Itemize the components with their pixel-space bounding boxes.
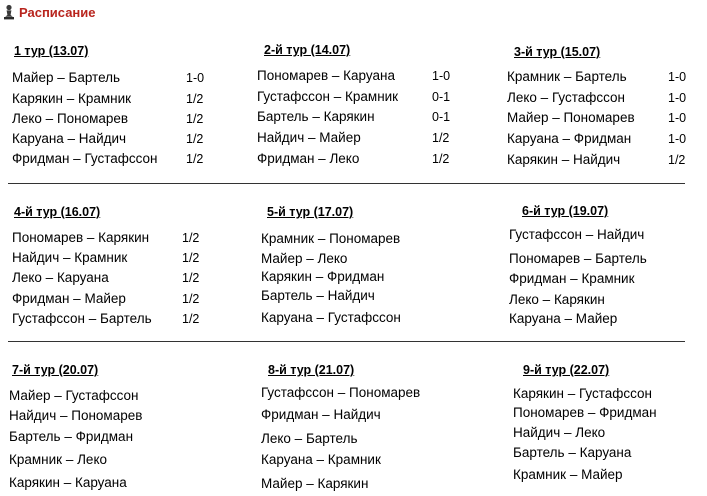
game-pairing: Густафссон – Найдич: [509, 227, 645, 242]
page-title: Расписание: [19, 4, 96, 20]
round-title: 5-й тур (17.07): [267, 205, 354, 219]
game-result: 1-0: [668, 70, 687, 84]
round-title: 6-й тур (19.07): [522, 204, 609, 218]
game-pairing: Пономарев – Фридман: [513, 405, 657, 420]
game-pairing: Каруана – Крамник: [261, 452, 381, 467]
game-pairing: Карякин – Крамник: [12, 91, 132, 106]
game-pairing: Бартель – Каруана: [513, 445, 632, 460]
section-divider: [8, 341, 685, 342]
game-result: 1-0: [432, 69, 451, 83]
game-result: 1/2: [182, 231, 200, 245]
game-pairing: Бартель – Карякин: [257, 109, 375, 124]
game-pairing: Бартель – Найдич: [261, 288, 375, 303]
game-result: 1/2: [182, 292, 200, 306]
game-pairing: Каруана – Густафссон: [261, 310, 401, 325]
game-pairing: Густафссон – Крамник: [257, 89, 399, 104]
game-pairing: Фридман – Леко: [257, 151, 360, 166]
game-pairing: Крамник – Пономарев: [261, 231, 401, 246]
game-pairing: Найдич – Майер: [257, 130, 361, 145]
game-pairing: Густафссон – Бартель: [12, 311, 152, 326]
game-result: 1/2: [186, 132, 204, 146]
game-pairing: Крамник – Майер: [513, 467, 623, 482]
game-pairing: Карякин – Густафссон: [513, 386, 652, 401]
game-result: 1-0: [668, 91, 687, 105]
round-title: 9-й тур (22.07): [523, 363, 610, 377]
game-pairing: Леко – Карякин: [509, 292, 605, 307]
round-title: 1 тур (13.07): [14, 44, 89, 58]
game-pairing: Каруана – Найдич: [12, 131, 127, 146]
round-title: 8-й тур (21.07): [268, 363, 355, 377]
game-pairing: Каруана – Майер: [509, 311, 618, 326]
game-pairing: Фридман – Найдич: [261, 407, 381, 422]
game-pairing: Фридман – Густафссон: [12, 151, 158, 166]
game-pairing: Крамник – Леко: [9, 452, 108, 467]
game-pairing: Карякин – Каруана: [9, 475, 127, 490]
game-result: 1/2: [186, 92, 204, 106]
game-pairing: Густафссон – Пономарев: [261, 385, 421, 400]
game-result: 1-0: [668, 111, 687, 125]
game-pairing: Майер – Карякин: [261, 476, 369, 491]
game-result: 1/2: [432, 152, 450, 166]
game-pairing: Майер – Леко: [261, 251, 348, 266]
game-pairing: Леко – Пономарев: [12, 111, 129, 126]
game-pairing: Найдич – Леко: [513, 425, 606, 440]
game-pairing: Фридман – Крамник: [509, 271, 635, 286]
game-result: 1/2: [668, 153, 686, 167]
game-result: 1/2: [186, 112, 204, 126]
game-result: 1/2: [432, 131, 450, 145]
round-title: 4-й тур (16.07): [14, 205, 101, 219]
game-result: 1/2: [182, 312, 200, 326]
game-result: 0-1: [432, 90, 451, 104]
game-pairing: Майер – Пономарев: [507, 110, 635, 125]
page-header: [2, 3, 96, 21]
game-pairing: Карякин – Фридман: [261, 269, 385, 284]
game-result: 1/2: [186, 152, 204, 166]
game-pairing: Бартель – Фридман: [9, 429, 134, 444]
game-result: 1-0: [186, 71, 205, 85]
game-result: 1/2: [182, 251, 200, 265]
game-pairing: Крамник – Бартель: [507, 69, 627, 84]
game-pairing: Майер – Бартель: [12, 70, 121, 85]
round-title: 7-й тур (20.07): [12, 363, 99, 377]
section-divider: [8, 183, 685, 184]
round-title: 2-й тур (14.07): [264, 43, 351, 57]
pawn-icon: [2, 4, 16, 20]
game-result: 1/2: [182, 271, 200, 285]
game-pairing: Леко – Бартель: [261, 431, 358, 446]
game-pairing: Карякин – Найдич: [507, 152, 621, 167]
round-title: 3-й тур (15.07): [514, 45, 601, 59]
game-pairing: Пономарев – Бартель: [509, 251, 647, 266]
game-pairing: Леко – Каруана: [12, 270, 109, 285]
game-result: 0-1: [432, 110, 451, 124]
game-pairing: Каруана – Фридман: [507, 131, 632, 146]
game-pairing: Майер – Густафссон: [9, 388, 139, 403]
game-pairing: Пономарев – Каруана: [257, 68, 395, 83]
game-pairing: Леко – Густафссон: [507, 90, 625, 105]
game-pairing: Фридман – Майер: [12, 291, 126, 306]
game-pairing: Найдич – Пономарев: [9, 408, 143, 423]
game-pairing: Пономарев – Карякин: [12, 230, 150, 245]
game-result: 1-0: [668, 132, 687, 146]
game-pairing: Найдич – Крамник: [12, 250, 128, 265]
